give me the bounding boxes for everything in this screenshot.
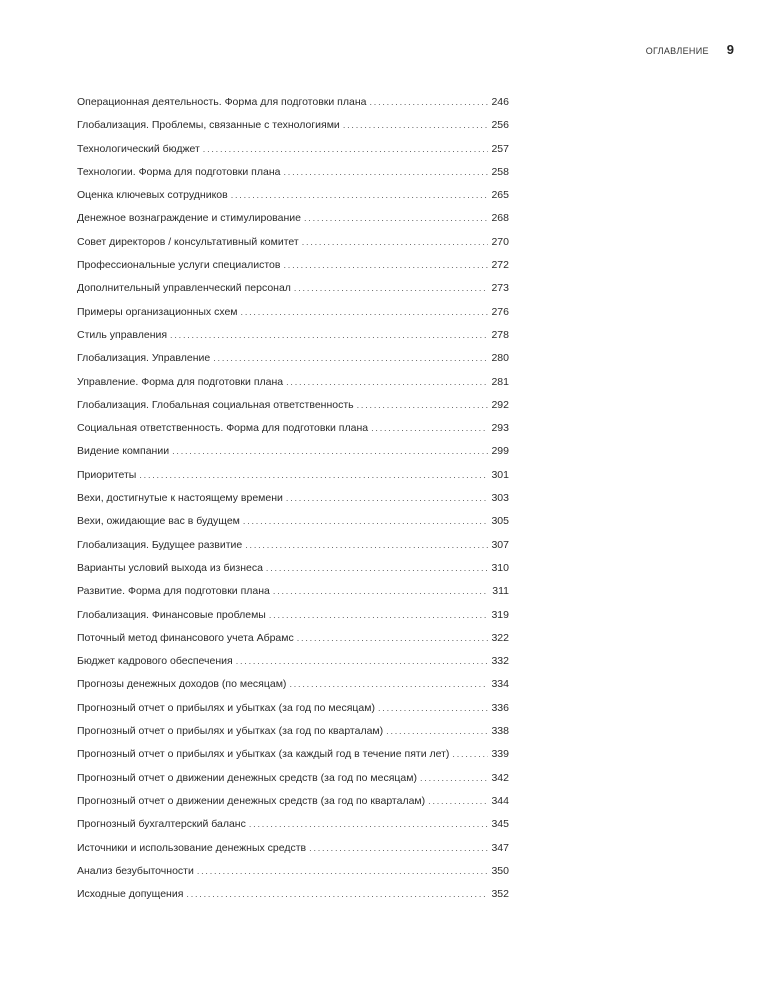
toc-entry[interactable] [77, 329, 509, 352]
toc-entry-title: Глобализация. Финансовые проблемы [77, 608, 266, 621]
toc-entry[interactable] [77, 166, 509, 189]
toc-entry-title: Бюджет кадрового обеспечения [77, 655, 233, 668]
toc-entry-title: Анализ безубыточности [77, 864, 194, 877]
toc-entry-page: 345 [491, 818, 509, 831]
toc-entry[interactable] [77, 772, 509, 795]
toc-entry-page: 299 [491, 445, 509, 458]
toc-entry-page: 293 [491, 422, 509, 435]
toc-dot-leader [269, 610, 488, 620]
toc-entry[interactable] [77, 585, 509, 608]
toc-entry-title: Управление. Форма для подготовки плана [77, 375, 284, 388]
toc-entry-page: 347 [491, 841, 509, 854]
section-title: ОГЛАВЛЕНИЕ [645, 46, 709, 56]
toc-dot-leader [420, 773, 488, 783]
toc-entry-page: 280 [491, 352, 509, 365]
toc-entry-page: 322 [491, 631, 509, 644]
toc-entry[interactable] [77, 655, 509, 678]
toc-entry-title: Операционная деятельность. Форма для подготовки плана [77, 96, 367, 108]
toc-entry-page: 273 [491, 282, 509, 295]
toc-dot-leader [139, 470, 488, 480]
toc-entry[interactable] [77, 469, 509, 492]
toc-entry[interactable] [77, 748, 509, 771]
toc-entry[interactable] [77, 376, 509, 399]
toc-entry-page: 276 [491, 305, 509, 318]
toc-dot-leader [386, 726, 488, 736]
toc-dot-leader [286, 377, 488, 387]
toc-entry-title: Прогнозный отчет о прибылях и убытках (за год по месяцам) [77, 701, 375, 714]
toc-entry-title: Прогнозный отчет о движении денежных средств (за год по кварталам) [77, 794, 426, 807]
toc-dot-leader [294, 283, 488, 293]
toc-entry[interactable] [77, 818, 509, 841]
toc-entry-title: Прогнозный отчет о прибылях и убытках (за год по кварталам) [77, 725, 384, 738]
toc-entry[interactable] [77, 422, 509, 445]
toc-dot-leader [213, 353, 488, 363]
toc-entry-title: Вехи, достигнутые к настоящему времени [77, 492, 283, 505]
toc-dot-leader [357, 400, 488, 410]
toc-entry[interactable] [77, 212, 509, 235]
toc-entry-page: 257 [491, 142, 509, 155]
toc-entry[interactable] [77, 445, 509, 468]
toc-entry[interactable] [77, 562, 509, 585]
toc-entry-page: 256 [491, 119, 509, 132]
toc-entry-title: Глобализация. Управление [77, 352, 211, 365]
toc-entry-page: 301 [491, 468, 509, 481]
toc-entry-title: Стиль управления [77, 328, 168, 341]
toc-entry-title: Источники и использование денежных средств [77, 841, 307, 854]
toc-entry[interactable] [77, 609, 509, 632]
toc-entry-title: Варианты условий выхода из бизнеса [77, 561, 263, 574]
toc-entry-title: Видение компании [77, 445, 170, 458]
toc-entry[interactable] [77, 306, 509, 329]
toc-entry-title: Социальная ответственность. Форма для подготовки плана [77, 422, 369, 435]
toc-entry-page: 268 [491, 212, 509, 225]
toc-dot-leader [452, 749, 488, 759]
toc-entry-title: Глобализация. Глобальная социальная ответственность [77, 398, 354, 411]
toc-dot-leader [302, 237, 488, 247]
toc-dot-leader [197, 866, 488, 876]
toc-entry-title: Оценка ключевых сотрудников [77, 189, 228, 202]
toc-entry-title: Денежное вознаграждение и стимулирование [77, 212, 301, 225]
toc-entry-page: 344 [491, 794, 509, 807]
toc-entry-page: 352 [491, 888, 509, 901]
toc-dot-leader [245, 540, 488, 550]
toc-entry-title: Приоритеты [77, 468, 137, 481]
toc-dot-leader [186, 889, 488, 899]
toc-dot-leader [241, 307, 488, 317]
toc-entry-page: 319 [491, 608, 509, 621]
toc-entry[interactable] [77, 352, 509, 375]
toc-entry[interactable] [77, 842, 509, 865]
toc-dot-leader [309, 843, 488, 853]
toc-entry-title: Прогнозный отчет о движении денежных средств (за год по месяцам) [77, 771, 417, 784]
toc-dot-leader [286, 493, 488, 503]
toc-entry-title: Дополнительный управленческий персонал [77, 282, 291, 295]
toc-entry-title: Профессиональные услуги специалистов [77, 259, 281, 272]
toc-entry-page: 258 [491, 165, 509, 178]
toc-dot-leader [203, 144, 488, 154]
toc-entry[interactable] [77, 282, 509, 305]
toc-entry-title: Прогнозный отчет о прибылях и убытках (за каждый год в течение пяти лет) [77, 748, 450, 761]
toc-entry-title: Вехи, ожидающие вас в будущем [77, 515, 240, 528]
toc-entry-page: 278 [491, 328, 509, 341]
page-number: 9 [726, 42, 734, 57]
toc-dot-leader [297, 633, 488, 643]
toc-entry-title: Примеры организационных схем [77, 305, 238, 318]
toc-entry-title: Глобализация. Будущее развитие [77, 538, 243, 551]
toc-entry-page: 334 [491, 678, 509, 691]
toc-dot-leader [369, 97, 488, 107]
toc-dot-leader [231, 190, 488, 200]
toc-entry-title: Исходные допущения [77, 888, 184, 901]
toc-entry-page: 339 [491, 748, 509, 761]
toc-entry[interactable] [77, 678, 509, 701]
toc-entry-page: 307 [491, 538, 509, 551]
toc-entry[interactable] [77, 119, 509, 142]
toc-entry-page: 311 [492, 585, 509, 598]
toc-entry-page: 270 [491, 235, 509, 248]
toc-dot-leader [243, 516, 488, 526]
toc-entry[interactable] [77, 492, 509, 515]
toc-entry-page: 336 [491, 701, 509, 714]
toc-entry-page: 338 [491, 725, 509, 738]
toc-entry[interactable] [77, 702, 509, 725]
running-header [646, 42, 734, 57]
toc-entry[interactable] [77, 189, 509, 212]
toc-entry-page: 310 [491, 561, 509, 574]
table-of-contents [77, 96, 509, 911]
toc-entry-page: 342 [491, 771, 509, 784]
toc-dot-leader [249, 819, 488, 829]
toc-entry-page: 303 [491, 492, 509, 505]
toc-entry-page: 292 [491, 398, 509, 411]
toc-entry-title: Глобализация. Проблемы, связанные с технологиями [77, 119, 340, 132]
toc-dot-leader [304, 213, 488, 223]
toc-dot-leader [378, 703, 488, 713]
toc-entry[interactable] [77, 399, 509, 422]
toc-entry[interactable] [77, 143, 509, 166]
toc-entry[interactable] [77, 259, 509, 282]
toc-entry-title: Поточный метод финансового учета Абрамс [77, 631, 294, 644]
toc-dot-leader [283, 167, 488, 177]
toc-dot-leader [273, 586, 488, 596]
toc-entry-title: Совет директоров / консультативный комитет [77, 235, 299, 248]
toc-dot-leader [428, 796, 488, 806]
toc-dot-leader [343, 120, 488, 130]
toc-entry-page: 305 [491, 515, 509, 528]
toc-entry[interactable] [77, 96, 509, 119]
toc-entry-page: 265 [491, 189, 509, 202]
toc-entry[interactable] [77, 865, 509, 888]
toc-entry-title: Прогнозы денежных доходов (по месяцам) [77, 678, 287, 691]
toc-entry[interactable] [77, 725, 509, 748]
toc-dot-leader [170, 330, 488, 340]
toc-entry-title: Технологии. Форма для подготовки плана [77, 165, 281, 178]
toc-dot-leader [266, 563, 488, 573]
toc-entry-page: 246 [491, 96, 509, 108]
toc-entry-title: Развитие. Форма для подготовки плана [77, 585, 270, 598]
toc-entry-title: Технологический бюджет [77, 142, 200, 155]
toc-entry-page: 281 [491, 375, 509, 388]
toc-dot-leader [172, 446, 488, 456]
toc-dot-leader [371, 423, 488, 433]
toc-entry[interactable] [77, 795, 509, 818]
toc-entry[interactable] [77, 632, 509, 655]
toc-dot-leader [236, 656, 488, 666]
toc-entry-page: 272 [491, 259, 509, 272]
toc-entry-page: 350 [491, 864, 509, 877]
toc-entry[interactable] [77, 236, 509, 259]
toc-entry-title: Прогнозный бухгалтерский баланс [77, 818, 246, 831]
toc-entry[interactable] [77, 888, 509, 911]
toc-entry[interactable] [77, 539, 509, 562]
toc-entry-page: 332 [491, 655, 509, 668]
toc-entry[interactable] [77, 515, 509, 538]
toc-dot-leader [289, 679, 488, 689]
toc-dot-leader [283, 260, 488, 270]
